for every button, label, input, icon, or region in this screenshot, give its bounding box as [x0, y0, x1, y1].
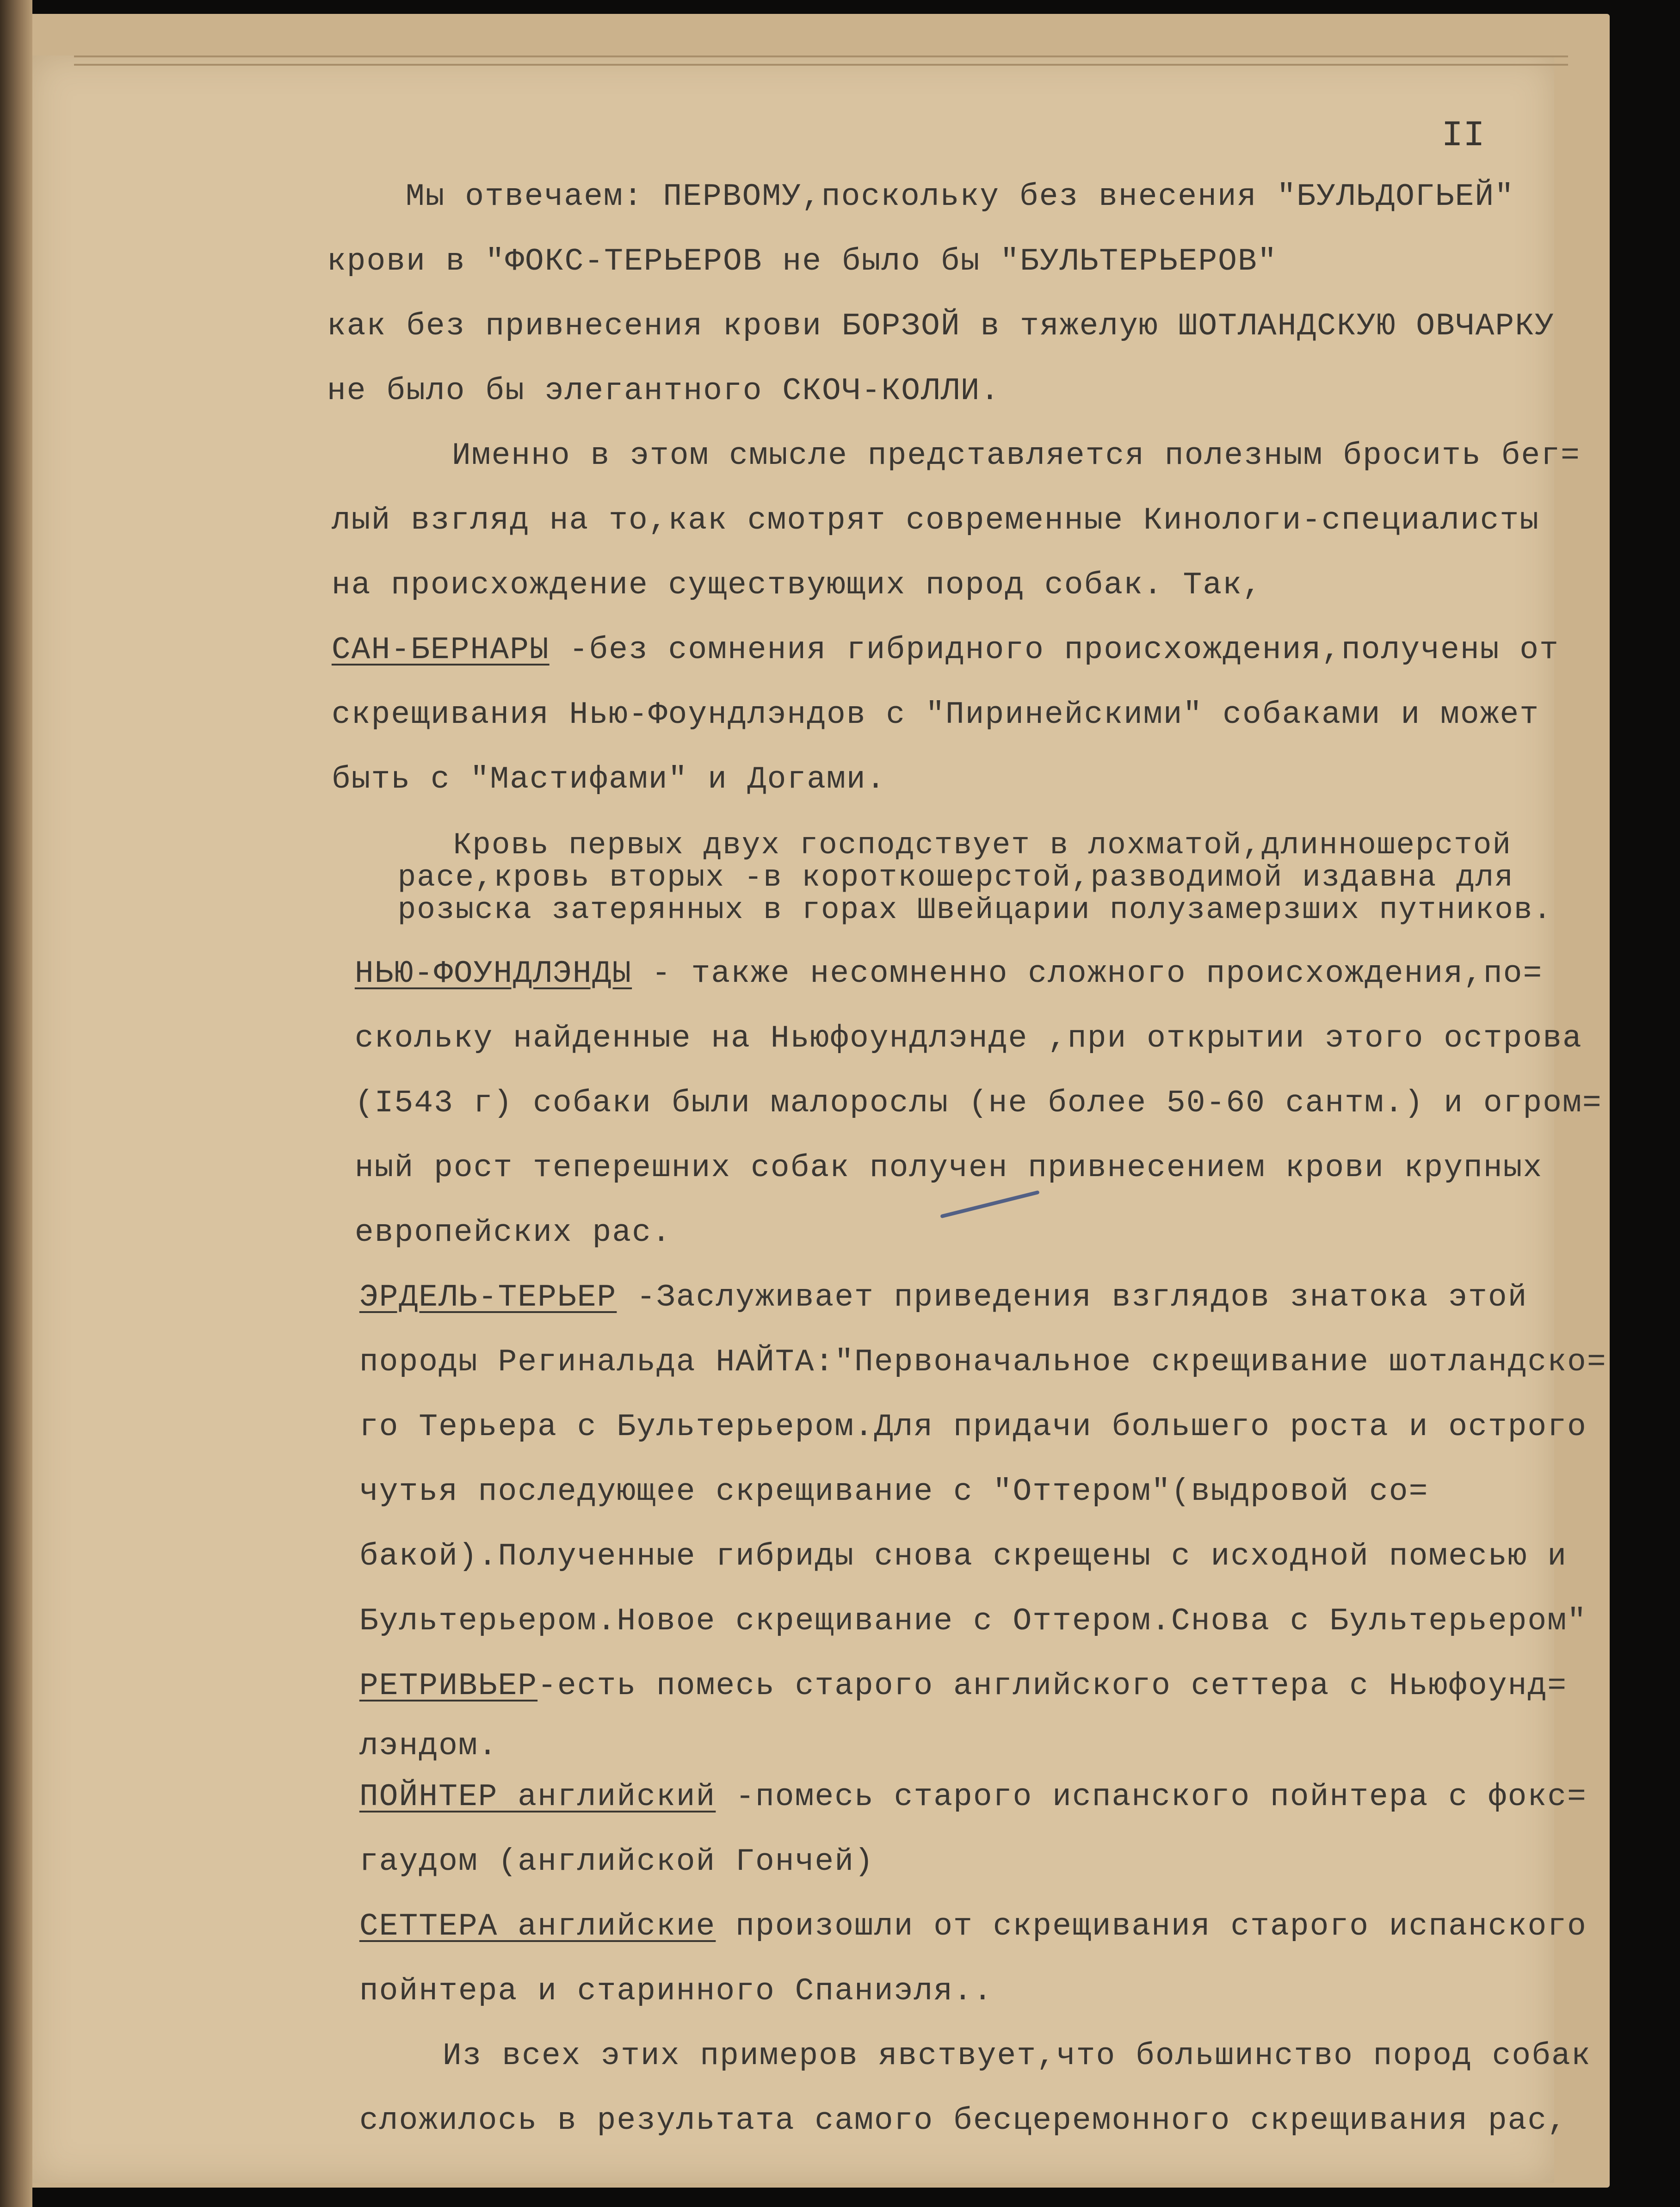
text-line: ный рост теперешних собак получен привнесением крови крупных	[354, 1150, 1543, 1186]
text-line: СЕТТЕРА английские произошли от скрещивания старого испанского	[359, 1909, 1587, 1944]
text-line: РЕТРИВЬЕР-есть помесь старого английского сеттера с Ньюфоунд=	[359, 1668, 1568, 1704]
text-line: скрещивания Нью-Фоундлэндов с "Пиринейскими" собаками и может	[331, 697, 1540, 733]
top-edge-line	[74, 55, 1568, 57]
text-line: Бультерьером.Новое скрещивание с Оттером.Снова с Бультерьером"	[359, 1603, 1587, 1639]
text-line: лэндом.	[359, 1728, 498, 1764]
text-line: на происхождение существующих пород собак. Так,	[331, 567, 1262, 603]
text-line: лый взгляд на то,как смотрят современные Кинологи-специалисты	[331, 503, 1540, 538]
text-line: бакой).Полученные гибриды снова скрещены с исходной помесью и	[359, 1539, 1568, 1574]
text-line: гаудом (английской Гончей)	[359, 1844, 874, 1880]
text-line: крови в "ФОКС-ТЕРЬЕРОВ не было бы "БУЛЬТЕРЬЕРОВ"	[327, 244, 1278, 279]
typewritten-page	[32, 55, 1607, 2183]
text-line: скольку найденные на Ньюфоундлэнде ,при открытии этого острова	[354, 1021, 1582, 1056]
text-line: розыска затерянных в горах Швейцарии полузамерзших путников.	[397, 893, 1553, 927]
text-line: не было бы элегантного СКОЧ-КОЛЛИ.	[327, 373, 1001, 409]
binding-spine	[0, 0, 32, 2207]
text-line: как без привнесения крови БОРЗОЙ в тяжелую ШОТЛАНДСКУЮ ОВЧАРКУ	[327, 308, 1555, 344]
text-line: европейских рас.	[354, 1215, 672, 1251]
text-line: САН-БЕРНАРЫ -без сомнения гибридного происхождения,получены от	[331, 632, 1559, 668]
text-line: быть с "Мастифами" и Догами.	[331, 762, 886, 797]
text-line: ПОЙНТЕР английский -помесь старого испанского пойнтера с фокс=	[359, 1779, 1587, 1815]
text-line: пойнтера и старинного Спаниэля..	[359, 1973, 993, 2009]
text-line: го Терьера с Бультерьером.Для придачи большего роста и острого	[359, 1409, 1587, 1445]
text-line: породы Регинальда НАЙТА:"Первоначальное скрещивание шотландско=	[359, 1344, 1607, 1380]
text-line: расе,кровь вторых -в короткошерстой,разводимой издавна для	[397, 860, 1514, 895]
text-line: чутья последующее скрещивание с "Оттером"(выдровой со=	[359, 1474, 1429, 1510]
text-line: Именно в этом смысле представляется полезным бросить бег=	[451, 438, 1581, 474]
text-line: (I543 г) собаки были малорослы (не более 50-60 сантм.) и огром=	[354, 1085, 1602, 1121]
text-line: сложилось в результата самого бесцеремонного скрещивания рас,	[359, 2103, 1568, 2139]
text-line: Из всех этих примеров явствует,что большинство пород собак	[442, 2038, 1591, 2074]
text-line: Мы отвечаем: ПЕРВОМУ,поскольку без внесения "БУЛЬДОГЬЕЙ"	[405, 179, 1515, 215]
text-line: НЬЮ-ФОУНДЛЭНДЫ - также несомненно сложного происхождения,по=	[354, 956, 1543, 992]
text-line: ЭРДЕЛЬ-ТЕРЬЕР -Заслуживает приведения взглядов знатока этой	[359, 1280, 1528, 1315]
text-line: Кровь первых двух господствует в лохматой,длинношерстой	[453, 828, 1512, 863]
top-edge-line-inner	[74, 64, 1568, 66]
page-number: II	[1441, 116, 1485, 156]
